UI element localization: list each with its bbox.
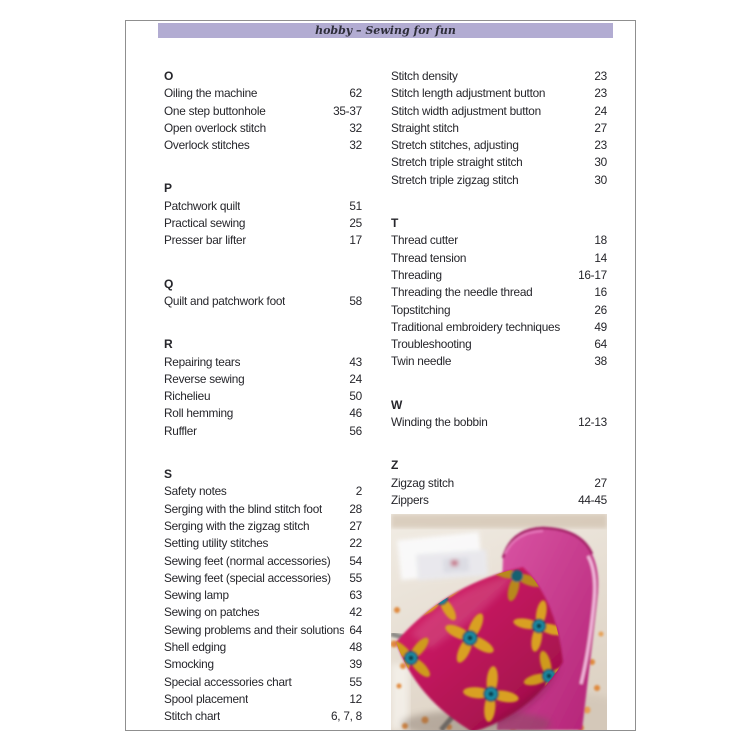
- section-letter: O: [164, 69, 174, 83]
- entry-page-number: 17: [349, 233, 362, 248]
- entry-page-number: 27: [349, 518, 362, 533]
- index-entry: [391, 154, 607, 171]
- entry-title: Reverse sewing: [164, 371, 245, 386]
- index-left-column: [164, 68, 362, 730]
- entry-page-number: 58: [349, 293, 362, 308]
- entry-title: Safety notes: [164, 484, 227, 499]
- entry-page-number: 64: [594, 337, 607, 352]
- index-entry: [391, 267, 607, 284]
- index-entry: [391, 137, 607, 154]
- section-letter: W: [391, 397, 403, 412]
- index-entry: [164, 674, 362, 691]
- entry-title: Roll hemming: [164, 406, 234, 421]
- entry-page-number: 56: [349, 423, 362, 438]
- entry-page-number: 30: [594, 172, 607, 187]
- entry-title: Stitch density: [391, 69, 458, 83]
- entry-page-number: 32: [349, 120, 362, 135]
- index-entry: [391, 492, 607, 509]
- index-entry: [391, 319, 607, 336]
- entry-page-number: 24: [594, 103, 607, 118]
- index-content: [164, 68, 607, 730]
- index-right-column: [391, 68, 607, 730]
- index-entry: [391, 250, 607, 267]
- index-entry: [164, 85, 362, 102]
- book-page: [125, 20, 636, 731]
- index-section-t: [391, 215, 607, 371]
- section-letter: Q: [164, 276, 174, 291]
- index-entry: [164, 708, 362, 725]
- entry-title: Open overlock stitch: [164, 120, 266, 135]
- entry-title: Ruffler: [164, 423, 197, 438]
- entry-page-number: 46: [349, 406, 362, 421]
- entry-page-number: 49: [594, 319, 607, 334]
- page-header-title: hobby – Sewing for fun: [315, 24, 456, 37]
- entry-page-number: 35-37: [333, 103, 362, 118]
- entry-title: Sewing feet (special accessories): [164, 570, 331, 585]
- entry-title: Smocking: [164, 657, 214, 672]
- index-entry: [164, 604, 362, 621]
- entry-page-number: 25: [349, 216, 362, 231]
- entry-title: Topstitching: [391, 302, 451, 317]
- index-entry: [164, 137, 362, 154]
- index-entry: [164, 587, 362, 604]
- entry-page-number: 22: [349, 536, 362, 551]
- entry-page-number: 55: [349, 570, 362, 585]
- entry-title: Stretch triple straight stitch: [391, 155, 523, 170]
- entry-page-number: 27: [594, 475, 607, 490]
- index-section-z: [391, 457, 607, 509]
- entry-page-number: 64: [349, 622, 362, 637]
- entry-page-number: 27: [594, 120, 607, 135]
- page-header-banner: [158, 23, 613, 38]
- entry-page-number: 44-45: [578, 492, 607, 507]
- index-entry: [164, 371, 362, 388]
- entry-title: Patchwork quilt: [164, 198, 241, 213]
- papers: [397, 532, 488, 581]
- entry-title: Troubleshooting: [391, 337, 472, 352]
- index-entry: [164, 405, 362, 422]
- index-entry: [164, 553, 362, 570]
- entry-title: Stretch stitches, adjusting: [391, 138, 519, 153]
- entry-title: Richelieu: [164, 389, 211, 404]
- entry-title: Stitch chart: [164, 709, 221, 724]
- index-entry: [164, 120, 362, 137]
- index-entry: [391, 103, 607, 120]
- entry-page-number: 50: [349, 389, 362, 404]
- entry-title: Stretch triple zigzag stitch: [391, 172, 519, 187]
- entry-page-number: 51: [349, 198, 362, 213]
- index-entry: [164, 691, 362, 708]
- index-entry: [164, 639, 362, 656]
- entry-title: Presser bar lifter: [164, 233, 247, 248]
- entry-page-number: 32: [349, 138, 362, 153]
- index-right-sections: [391, 68, 607, 509]
- section-letter: R: [164, 337, 173, 352]
- entry-title: Zippers: [391, 492, 429, 507]
- entry-title: Stitch length adjustment button: [391, 86, 546, 101]
- index-entry: [391, 85, 607, 102]
- index-entry: [164, 232, 362, 249]
- entry-title: Winding the bobbin: [391, 415, 488, 430]
- entry-page-number: 63: [349, 588, 362, 603]
- index-entry: [391, 475, 607, 492]
- index-entry: [164, 483, 362, 500]
- entry-title: Special accessories chart: [164, 674, 292, 689]
- entry-page-number: 12: [349, 691, 362, 706]
- index-entry: [164, 354, 362, 371]
- entry-title: Setting utility stitches: [164, 536, 269, 551]
- index-section-w: [391, 397, 607, 432]
- index-section-o: [164, 68, 362, 154]
- entry-title: Repairing tears: [164, 354, 241, 369]
- entry-page-number: 55: [349, 674, 362, 689]
- index-entry: [164, 570, 362, 587]
- entry-title: Thread tension: [391, 250, 467, 265]
- index-entry: [391, 284, 607, 301]
- entry-page-number: 24: [349, 371, 362, 386]
- entry-title: Shell edging: [164, 640, 226, 655]
- index-entry: [164, 622, 362, 639]
- entry-title: Sewing problems and their solutions: [164, 622, 345, 637]
- entry-title: One step buttonhole: [164, 103, 266, 118]
- entry-page-number: 16-17: [578, 267, 607, 282]
- entry-page-number: 39: [349, 657, 362, 672]
- index-entry: [164, 501, 362, 518]
- entry-page-number: 12-13: [578, 415, 607, 430]
- entry-page-number: 2: [355, 484, 362, 499]
- index-entry: [391, 336, 607, 353]
- index-entry: [391, 120, 607, 137]
- entry-title: Sewing feet (normal accessories): [164, 553, 331, 568]
- pillow-photo: [391, 514, 607, 730]
- index-entry: [164, 293, 362, 310]
- entry-title: Stitch width adjustment button: [391, 103, 541, 118]
- entry-page-number: 54: [349, 553, 362, 568]
- index-entry: [164, 656, 362, 673]
- entry-page-number: 43: [349, 354, 362, 369]
- section-letter: S: [164, 467, 173, 482]
- entry-page-number: 48: [349, 640, 362, 655]
- index-entry: [391, 353, 607, 370]
- entry-title: Practical sewing: [164, 216, 246, 231]
- index-entry: [164, 388, 362, 405]
- entry-page-number: 18: [594, 233, 607, 248]
- entry-title: Sewing on patches: [164, 605, 260, 620]
- entry-page-number: 23: [594, 138, 607, 153]
- section-letter: P: [164, 181, 173, 196]
- index-entry: [164, 535, 362, 552]
- entry-page-number: 28: [349, 501, 362, 516]
- index-entry: [391, 232, 607, 249]
- entry-title: Overlock stitches: [164, 138, 250, 153]
- entry-page-number: 23: [594, 86, 607, 101]
- entry-page-number: 16: [594, 285, 607, 300]
- section-letter: Z: [391, 458, 399, 473]
- index-entry: [164, 423, 362, 440]
- index-entry: [391, 68, 607, 85]
- index-section-p: [164, 180, 362, 249]
- index-entry: [391, 302, 607, 319]
- index-section-r: [164, 336, 362, 440]
- entry-title: Twin needle: [391, 354, 452, 369]
- entry-page-number: 14: [594, 250, 607, 265]
- index-section-continued: [391, 68, 607, 189]
- index-entry: [164, 103, 362, 120]
- entry-title: Serging with the zigzag stitch: [164, 518, 310, 533]
- index-entry: [164, 518, 362, 535]
- section-letter: T: [391, 216, 399, 231]
- entry-page-number: 62: [349, 86, 362, 101]
- entry-title: Traditional embroidery techniques: [391, 319, 561, 334]
- index-entry: [391, 414, 607, 431]
- entry-title: Quilt and patchwork foot: [164, 293, 286, 308]
- entry-title: Oiling the machine: [164, 86, 258, 101]
- entry-title: Serging with the blind stitch foot: [164, 501, 323, 516]
- entry-page-number: 42: [349, 605, 362, 620]
- index-entry: [164, 215, 362, 232]
- index-section-s: [164, 466, 362, 725]
- entry-page-number: 30: [594, 155, 607, 170]
- entry-title: Spool placement: [164, 691, 249, 706]
- entry-title: Thread cutter: [391, 233, 458, 248]
- entry-title: Sewing lamp: [164, 588, 229, 603]
- entry-page-number: 26: [594, 302, 607, 317]
- entry-page-number: 6, 7, 8: [330, 709, 362, 724]
- entry-title: Threading: [391, 267, 442, 282]
- index-entry: [164, 198, 362, 215]
- entry-title: Threading the needle thread: [391, 285, 533, 300]
- index-section-q: [164, 276, 362, 311]
- index-entry: [391, 172, 607, 189]
- entry-title: Zigzag stitch: [391, 475, 454, 490]
- entry-page-number: 38: [594, 354, 607, 369]
- entry-title: Straight stitch: [391, 120, 459, 135]
- entry-page-number: 23: [594, 69, 607, 83]
